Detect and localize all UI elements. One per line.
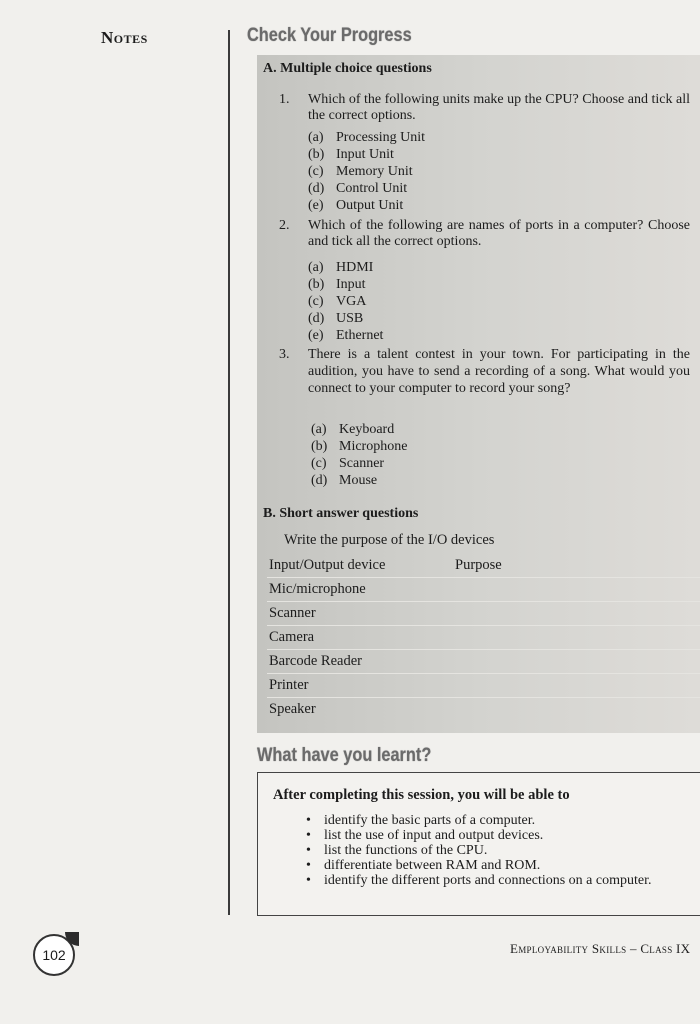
options-q2 (308, 259, 383, 344)
question-text: Which of the following units make up the CPU? Choose and tick all the correct options. (308, 92, 690, 123)
options-q3 (311, 421, 407, 489)
question-number: 3. (279, 347, 290, 362)
question-number: 1. (279, 92, 290, 107)
option[interactable]: (d) USB (308, 311, 364, 326)
page-number-badge (33, 934, 75, 976)
footer-text: Employability Skills – Class IX (510, 941, 691, 956)
section-b-title: B. Short answer questions (263, 506, 419, 521)
option[interactable]: (a) Keyboard (311, 422, 395, 437)
list-item: • identify the basic parts of a computer. (306, 813, 691, 828)
learnt-box (257, 772, 700, 916)
option[interactable]: (d) Mouse (311, 473, 378, 488)
question-number: 2. (279, 218, 290, 233)
what-learnt-heading: What have you learnt? (257, 745, 432, 766)
column-header-device: Input/Output device (269, 557, 386, 573)
column-header-purpose: Purpose (455, 557, 502, 573)
progress-panel (257, 55, 700, 733)
list-item: • list the use of input and output devices. (306, 828, 691, 843)
option[interactable]: (c) VGA (308, 294, 367, 309)
option[interactable]: (c) Memory Unit (308, 164, 413, 179)
table-row[interactable]: Mic/microphone (267, 578, 700, 602)
list-item: • identify the different ports and connections on a computer. (306, 873, 691, 888)
table-row[interactable]: Camera (267, 626, 700, 650)
learnt-list (306, 813, 691, 888)
question-text: There is a talent contest in your town. For participating in the audition, you have to send a recording of a song. What would you connect to your computer to record your song? (308, 347, 690, 396)
option[interactable]: (a) Processing Unit (308, 130, 426, 145)
option[interactable]: (e) Ethernet (308, 328, 384, 343)
table-header (267, 554, 700, 578)
question-text: Which of the following are names of ports in a computer? Choose and tick all the correct options. (308, 218, 690, 249)
option[interactable]: (e) Output Unit (308, 198, 404, 213)
option[interactable]: (a) HDMI (308, 260, 374, 275)
table-row[interactable]: Scanner (267, 602, 700, 626)
list-item: • differentiate between RAM and ROM. (306, 858, 691, 873)
list-item: • list the functions of the CPU. (306, 843, 691, 858)
learnt-title: After completing this session, you will be able to (273, 787, 570, 803)
section-a-title: A. Multiple choice questions (263, 61, 432, 76)
notes-label: Notes (101, 28, 148, 47)
option[interactable]: (d) Control Unit (308, 181, 408, 196)
section-b-instruction: Write the purpose of the I/O devices (284, 532, 495, 548)
page-number: 102 (42, 947, 66, 963)
check-progress-heading: Check Your Progress (247, 25, 412, 46)
table-row[interactable]: Speaker (269, 701, 316, 717)
option[interactable]: (b) Microphone (311, 439, 408, 454)
option[interactable]: (c) Scanner (311, 456, 385, 471)
option[interactable]: (b) Input Unit (308, 147, 394, 162)
option[interactable]: (b) Input (308, 277, 366, 292)
options-q1 (308, 129, 425, 214)
table-row[interactable]: Barcode Reader (267, 650, 700, 674)
table-row[interactable]: Printer (267, 674, 700, 698)
margin-divider (228, 30, 230, 915)
